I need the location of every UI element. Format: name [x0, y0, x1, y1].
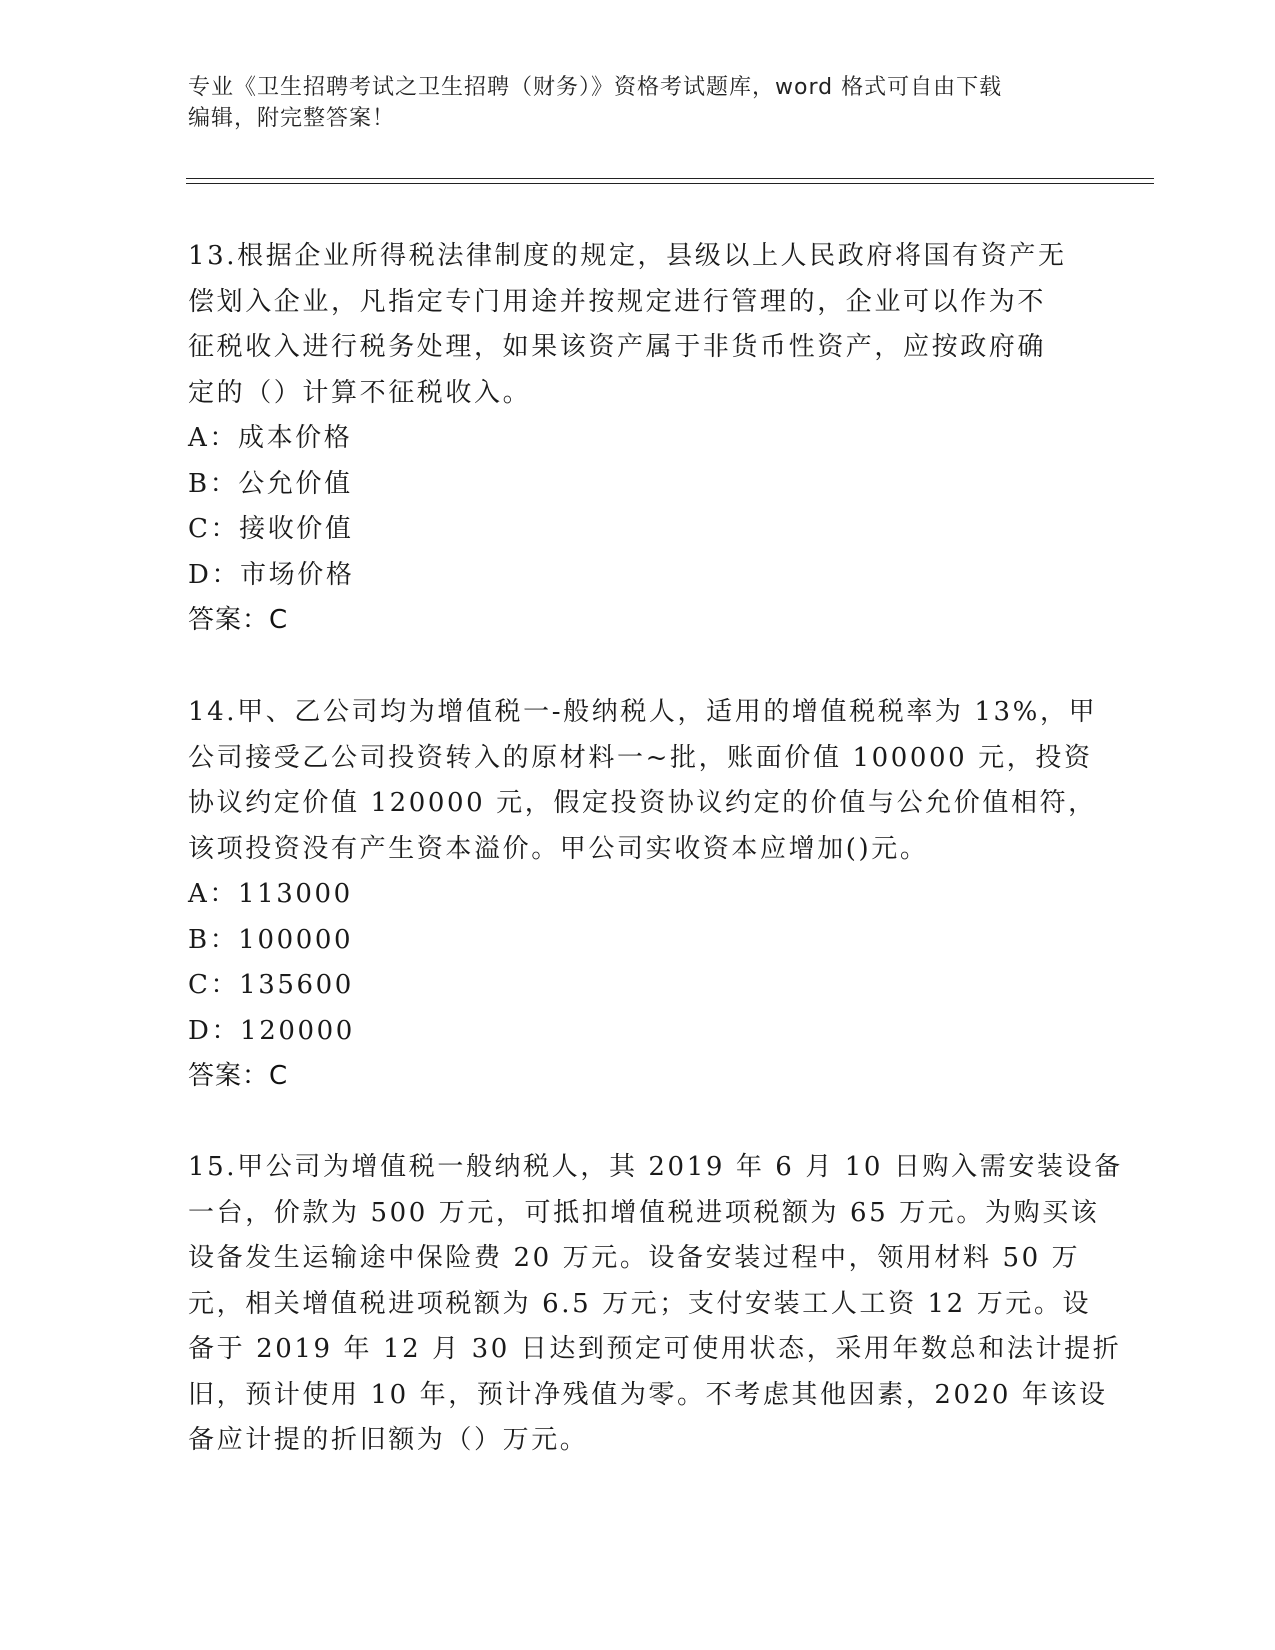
stem-line: 设备发生运输途中保险费 20 万元。设备安装过程中，领用材料 50 万	[188, 1243, 1081, 1273]
stem-line: 偿划入企业，凡指定专门用途并按规定进行管理的，企业可以作为不	[188, 286, 1047, 317]
stem-line: 备应计提的折旧额为（）万元。	[188, 1425, 589, 1455]
stem-line: 旧，预计使用 10 年，预计净残值为零。不考虑其他因素，2020 年该设	[188, 1379, 1108, 1410]
stem-line: 公司接受乙公司投资转入的原材料一~批，账面价值 100000 元，投资	[188, 742, 1093, 773]
option-d: D：市场价格	[188, 559, 355, 590]
option-d: D：120000	[188, 1015, 355, 1046]
option-c: C：接收价值	[188, 514, 354, 544]
header-line: 编辑，附完整答案！	[188, 106, 396, 131]
option-a: A：113000	[188, 879, 353, 909]
stem-line: 15.甲公司为增值税一般纳税人，其 2019 年 6 月 10 日购入需安装设备	[188, 1152, 1123, 1182]
answer-label: 答案：C	[188, 605, 289, 635]
header-divider	[186, 183, 1154, 184]
stem-line: 定的（）计算不征税收入。	[188, 377, 532, 408]
stem-line: 协议约定价值 120000 元，假定投资协议约定的价值与公允价值相符，	[188, 788, 1097, 818]
question-13	[188, 234, 1088, 644]
stem-line: 元，相关增值税进项税额为 6.5 万元；支付安装工人工资 12 万元。设	[188, 1288, 1092, 1319]
stem-line: 14.甲、乙公司均为增值税一-般纳税人，适用的增值税税率为 13%，甲	[188, 697, 1098, 727]
header-divider	[186, 178, 1154, 179]
question-stem	[188, 234, 1088, 416]
answer-label: 答案：C	[188, 1061, 289, 1091]
stem-line: 备于 2019 年 12 月 30 日达到预定可使用状态，采用年数总和法计提折	[188, 1334, 1122, 1364]
stem-line: 一台，价款为 500 万元，可抵扣增值税进项税额为 65 万元。为购买该	[188, 1197, 1100, 1228]
stem-line: 该项投资没有产生资本溢价。甲公司实收资本应增加()元。	[188, 833, 929, 864]
option-b: B：公允价值	[188, 468, 353, 499]
option-c: C：135600	[188, 970, 354, 1000]
stem-line: 13.根据企业所得税法律制度的规定，县级以上人民政府将国有资产无	[188, 241, 1067, 271]
header-line: 专业《卫生招聘考试之卫生招聘（财务）》资格考试题库，word 格式可自由下载	[188, 75, 1003, 100]
question-stem	[188, 690, 1098, 872]
question-stem	[188, 1145, 1123, 1464]
question-15	[188, 1145, 1123, 1464]
stem-line: 征税收入进行税务处理，如果该资产属于非货币性资产，应按政府确	[188, 332, 1047, 362]
option-b: B：100000	[188, 924, 354, 955]
document-header	[188, 72, 1088, 134]
question-14	[188, 690, 1098, 1100]
option-a: A：成本价格	[188, 423, 353, 453]
